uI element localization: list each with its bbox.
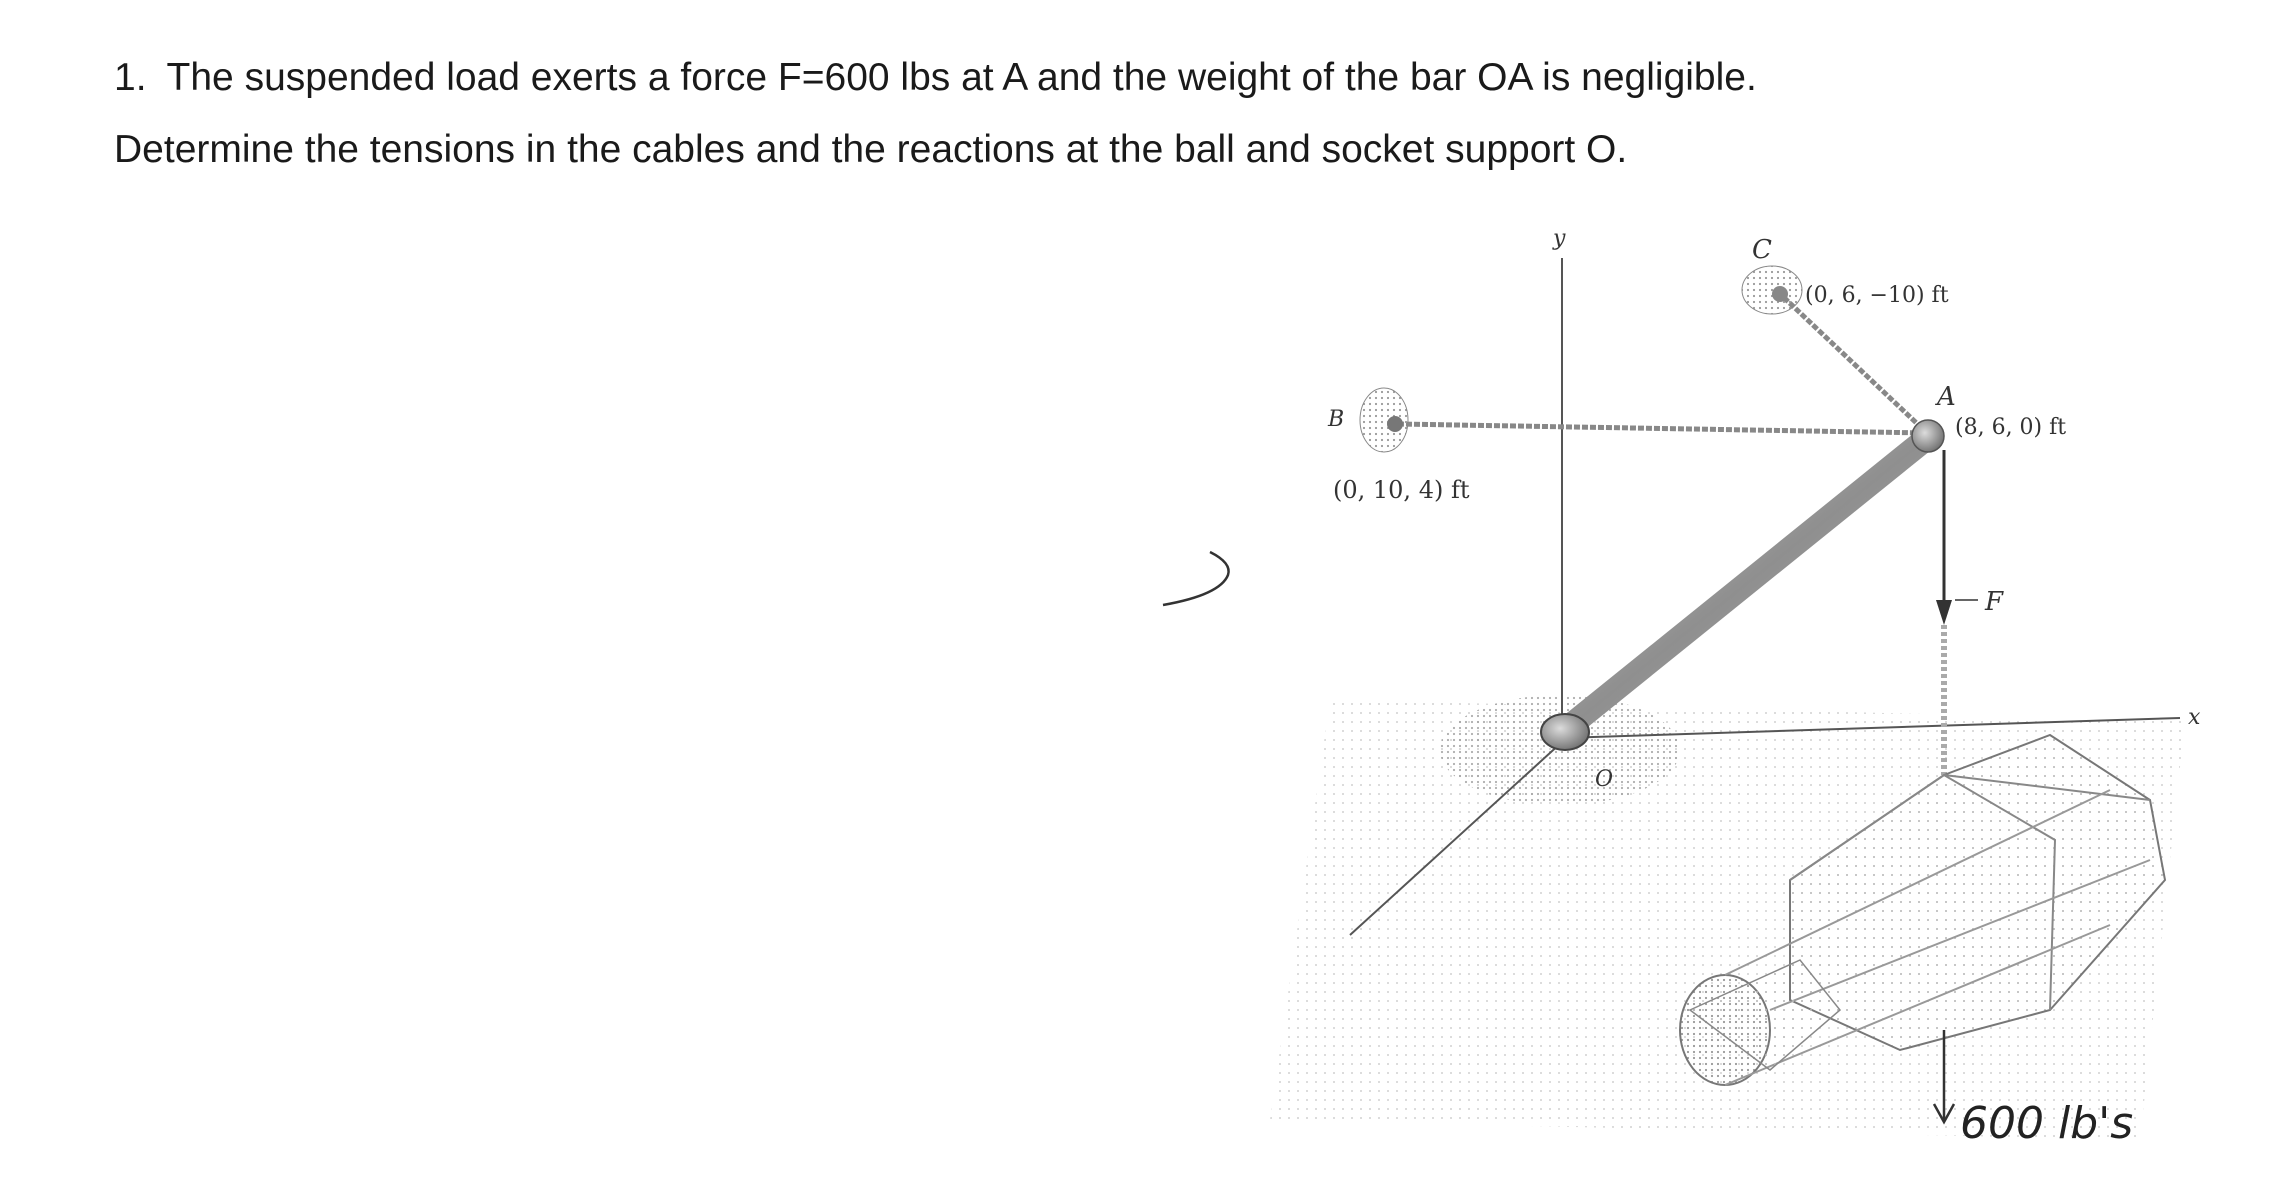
force-arrowhead	[1936, 600, 1952, 625]
label-B: B	[1328, 407, 1345, 432]
coords-C: (0, 6, −10) ft	[1805, 283, 1949, 308]
problem-number: 1.	[114, 56, 147, 99]
force-label: F	[1985, 587, 2004, 617]
problem-text-1: The suspended load exerts a force F=600 lbs at A and the weight of the bar OA is negligible.	[166, 56, 1757, 99]
handwritten-stroke	[1163, 552, 1229, 605]
y-axis-label: y	[1553, 226, 1566, 251]
support-C	[1742, 266, 1802, 314]
socket-O	[1541, 714, 1589, 750]
problem-line-2: Determine the tensions in the cables and the reactions at the ball and socket support O.	[114, 128, 1628, 171]
label-C: C	[1752, 235, 1772, 265]
joint-A	[1912, 420, 1944, 452]
cable-AB	[1398, 424, 1927, 433]
coords-A: (8, 6, 0) ft	[1955, 415, 2067, 440]
x-axis-label: x	[2188, 705, 2201, 730]
cable-AC	[1778, 292, 1927, 433]
coords-B: (0, 10, 4) ft	[1333, 476, 1470, 504]
bar-OA	[1565, 438, 1927, 730]
label-A: A	[1937, 382, 1956, 412]
label-O: O	[1595, 767, 1614, 792]
handwritten-load-label: 600 lb's	[1960, 1098, 2134, 1149]
